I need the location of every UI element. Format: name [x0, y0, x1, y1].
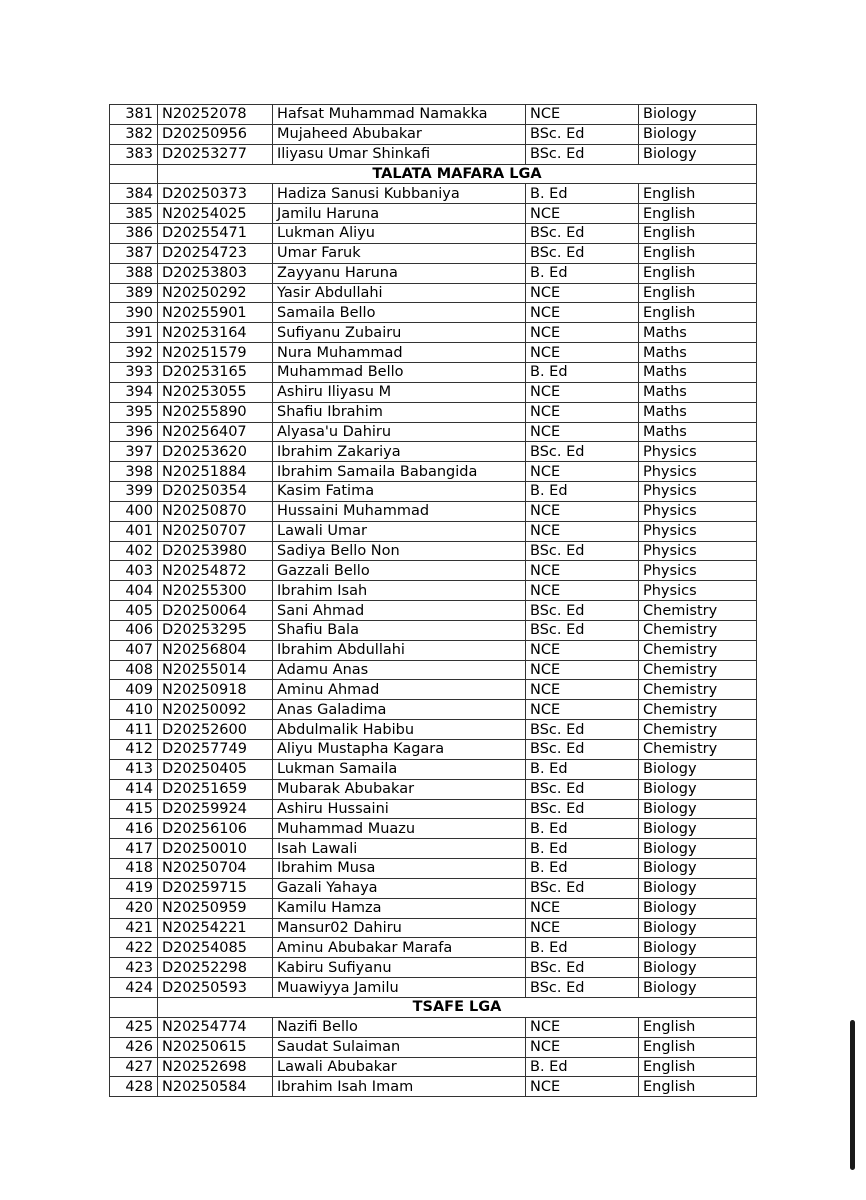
- table-row: [110, 978, 757, 998]
- qualification-cell: BSc. Ed: [526, 144, 639, 164]
- serial-number-cell: 422: [110, 938, 158, 958]
- qualification-cell: NCE: [526, 1077, 639, 1097]
- serial-number-cell: 384: [110, 184, 158, 204]
- subject-cell: English: [639, 1077, 757, 1097]
- registration-number-cell: N20250704: [158, 859, 273, 879]
- qualification-cell: BSc. Ed: [526, 978, 639, 998]
- applicant-name-cell: Sufiyanu Zubairu: [273, 323, 526, 343]
- table-row: [110, 660, 757, 680]
- applicant-name-cell: Abdulmalik Habibu: [273, 720, 526, 740]
- serial-number-cell: 391: [110, 323, 158, 343]
- applicant-name-cell: Zayyanu Haruna: [273, 263, 526, 283]
- registration-number-cell: D20250064: [158, 601, 273, 621]
- subject-cell: Biology: [639, 799, 757, 819]
- table-row: [110, 144, 757, 164]
- serial-number-cell: 416: [110, 819, 158, 839]
- qualification-cell: NCE: [526, 462, 639, 482]
- serial-number-cell: 412: [110, 740, 158, 760]
- applicant-name-cell: Mansur02 Dahiru: [273, 918, 526, 938]
- registration-number-cell: D20259924: [158, 799, 273, 819]
- serial-number-cell: 403: [110, 561, 158, 581]
- serial-number-cell: 385: [110, 204, 158, 224]
- applicant-name-cell: Kabiru Sufiyanu: [273, 958, 526, 978]
- registration-number-cell: N20250959: [158, 898, 273, 918]
- registration-number-cell: D20250010: [158, 839, 273, 859]
- registration-number-cell: N20256804: [158, 640, 273, 660]
- subject-cell: Maths: [639, 343, 757, 363]
- applicant-name-cell: Lawali Abubakar: [273, 1057, 526, 1077]
- serial-number-cell: 407: [110, 640, 158, 660]
- table-row: [110, 620, 757, 640]
- qualification-cell: NCE: [526, 581, 639, 601]
- table-row: [110, 878, 757, 898]
- registration-number-cell: N20254025: [158, 204, 273, 224]
- registration-number-cell: D20253295: [158, 620, 273, 640]
- subject-cell: Biology: [639, 878, 757, 898]
- qualification-cell: B. Ed: [526, 184, 639, 204]
- applicant-name-cell: Anas Galadima: [273, 700, 526, 720]
- table-row: [110, 303, 757, 323]
- applicant-name-cell: Alyasa'u Dahiru: [273, 422, 526, 442]
- serial-number-cell: 408: [110, 660, 158, 680]
- subject-cell: Maths: [639, 382, 757, 402]
- subject-cell: Physics: [639, 581, 757, 601]
- registration-number-cell: D20256106: [158, 819, 273, 839]
- subject-cell: English: [639, 1057, 757, 1077]
- applicant-name-cell: Kasim Fatima: [273, 482, 526, 502]
- registration-number-cell: D20250405: [158, 759, 273, 779]
- table-row: [110, 402, 757, 422]
- table-row: [110, 759, 757, 779]
- qualification-cell: BSc. Ed: [526, 224, 639, 244]
- serial-number-cell: 418: [110, 859, 158, 879]
- qualification-cell: NCE: [526, 323, 639, 343]
- registration-number-cell: N20255901: [158, 303, 273, 323]
- table-row: [110, 799, 757, 819]
- subject-cell: Physics: [639, 521, 757, 541]
- table-row: [110, 343, 757, 363]
- serial-number-cell: 426: [110, 1037, 158, 1057]
- qualification-cell: NCE: [526, 660, 639, 680]
- table-row: [110, 918, 757, 938]
- subject-cell: Maths: [639, 362, 757, 382]
- subject-cell: Biology: [639, 124, 757, 144]
- table-row: [110, 283, 757, 303]
- table-row: [110, 224, 757, 244]
- subject-cell: Biology: [639, 918, 757, 938]
- table-row: [110, 243, 757, 263]
- registration-number-cell: D20257749: [158, 740, 273, 760]
- serial-number-cell: 388: [110, 263, 158, 283]
- serial-number-cell: 409: [110, 680, 158, 700]
- applicant-name-cell: Samaila Bello: [273, 303, 526, 323]
- applicant-name-cell: Aliyu Mustapha Kagara: [273, 740, 526, 760]
- applicant-name-cell: Shafiu Ibrahim: [273, 402, 526, 422]
- applicant-name-cell: Lukman Aliyu: [273, 224, 526, 244]
- applicant-name-cell: Ibrahim Musa: [273, 859, 526, 879]
- table-row: [110, 720, 757, 740]
- applicant-name-cell: Saudat Sulaiman: [273, 1037, 526, 1057]
- applicant-name-cell: Sani Ahmad: [273, 601, 526, 621]
- section-header-spacer: [110, 164, 158, 184]
- qualification-cell: B. Ed: [526, 362, 639, 382]
- registration-number-cell: D20250956: [158, 124, 273, 144]
- qualification-cell: BSc. Ed: [526, 442, 639, 462]
- registration-number-cell: N20253164: [158, 323, 273, 343]
- serial-number-cell: 381: [110, 105, 158, 125]
- qualification-cell: NCE: [526, 501, 639, 521]
- registration-number-cell: N20251884: [158, 462, 273, 482]
- section-header-row: [110, 997, 757, 1017]
- registration-number-cell: D20253980: [158, 541, 273, 561]
- applicant-name-cell: Aminu Abubakar Marafa: [273, 938, 526, 958]
- applicant-name-cell: Ibrahim Abdullahi: [273, 640, 526, 660]
- registration-number-cell: N20250292: [158, 283, 273, 303]
- qualification-cell: NCE: [526, 303, 639, 323]
- subject-cell: Chemistry: [639, 640, 757, 660]
- table-row: [110, 204, 757, 224]
- qualification-cell: B. Ed: [526, 938, 639, 958]
- qualification-cell: BSc. Ed: [526, 878, 639, 898]
- serial-number-cell: 398: [110, 462, 158, 482]
- qualification-cell: NCE: [526, 382, 639, 402]
- applicant-name-cell: Jamilu Haruna: [273, 204, 526, 224]
- serial-number-cell: 401: [110, 521, 158, 541]
- registration-number-cell: D20253620: [158, 442, 273, 462]
- applicant-name-cell: Ibrahim Isah Imam: [273, 1077, 526, 1097]
- applicant-name-cell: Gazali Yahaya: [273, 878, 526, 898]
- table-row: [110, 779, 757, 799]
- registration-number-cell: D20255471: [158, 224, 273, 244]
- qualification-cell: NCE: [526, 680, 639, 700]
- registration-number-cell: N20250092: [158, 700, 273, 720]
- registration-number-cell: D20253277: [158, 144, 273, 164]
- subject-cell: Chemistry: [639, 700, 757, 720]
- table-row: [110, 640, 757, 660]
- subject-cell: Physics: [639, 482, 757, 502]
- subject-cell: Biology: [639, 839, 757, 859]
- table-row: [110, 1037, 757, 1057]
- table-row: [110, 382, 757, 402]
- serial-number-cell: 399: [110, 482, 158, 502]
- qualification-cell: NCE: [526, 343, 639, 363]
- registration-number-cell: N20250707: [158, 521, 273, 541]
- registration-number-cell: N20250918: [158, 680, 273, 700]
- subject-cell: English: [639, 1037, 757, 1057]
- serial-number-cell: 402: [110, 541, 158, 561]
- registration-number-cell: N20253055: [158, 382, 273, 402]
- serial-number-cell: 424: [110, 978, 158, 998]
- registration-number-cell: N20255014: [158, 660, 273, 680]
- applicant-name-cell: Hadiza Sanusi Kubbaniya: [273, 184, 526, 204]
- subject-cell: Biology: [639, 759, 757, 779]
- subject-cell: Chemistry: [639, 620, 757, 640]
- applicant-name-cell: Muawiyya Jamilu: [273, 978, 526, 998]
- registration-number-cell: D20254723: [158, 243, 273, 263]
- qualification-cell: BSc. Ed: [526, 720, 639, 740]
- applicant-name-cell: Gazzali Bello: [273, 561, 526, 581]
- serial-number-cell: 397: [110, 442, 158, 462]
- applicant-name-cell: Ibrahim Samaila Babangida: [273, 462, 526, 482]
- table-row: [110, 839, 757, 859]
- subject-cell: Chemistry: [639, 740, 757, 760]
- serial-number-cell: 390: [110, 303, 158, 323]
- subject-cell: Chemistry: [639, 601, 757, 621]
- subject-cell: English: [639, 224, 757, 244]
- qualification-cell: BSc. Ed: [526, 243, 639, 263]
- serial-number-cell: 389: [110, 283, 158, 303]
- table-row: [110, 422, 757, 442]
- registration-number-cell: N20251579: [158, 343, 273, 363]
- serial-number-cell: 411: [110, 720, 158, 740]
- registration-number-cell: N20256407: [158, 422, 273, 442]
- qualification-cell: NCE: [526, 1037, 639, 1057]
- table-row: [110, 263, 757, 283]
- recruitment-list-table: [109, 104, 757, 1097]
- qualification-cell: BSc. Ed: [526, 620, 639, 640]
- applicant-name-cell: Iliyasu Umar Shinkafi: [273, 144, 526, 164]
- qualification-cell: NCE: [526, 640, 639, 660]
- qualification-cell: NCE: [526, 204, 639, 224]
- section-header: TSAFE LGA: [158, 997, 757, 1017]
- serial-number-cell: 382: [110, 124, 158, 144]
- applicant-name-cell: Ashiru Iliyasu M: [273, 382, 526, 402]
- table-row: [110, 700, 757, 720]
- subject-cell: Chemistry: [639, 680, 757, 700]
- subject-cell: Physics: [639, 501, 757, 521]
- table-row: [110, 541, 757, 561]
- applicant-name-cell: Muhammad Bello: [273, 362, 526, 382]
- subject-cell: Biology: [639, 819, 757, 839]
- subject-cell: Chemistry: [639, 720, 757, 740]
- qualification-cell: B. Ed: [526, 859, 639, 879]
- serial-number-cell: 413: [110, 759, 158, 779]
- subject-cell: Maths: [639, 422, 757, 442]
- subject-cell: Biology: [639, 938, 757, 958]
- applicant-name-cell: Sadiya Bello Non: [273, 541, 526, 561]
- registration-number-cell: N20254221: [158, 918, 273, 938]
- scrollbar[interactable]: [850, 1020, 855, 1170]
- qualification-cell: NCE: [526, 918, 639, 938]
- subject-cell: Biology: [639, 144, 757, 164]
- table-row: [110, 521, 757, 541]
- qualification-cell: NCE: [526, 561, 639, 581]
- table-row: [110, 601, 757, 621]
- section-header-spacer: [110, 997, 158, 1017]
- qualification-cell: BSc. Ed: [526, 779, 639, 799]
- table-row: [110, 680, 757, 700]
- serial-number-cell: 394: [110, 382, 158, 402]
- serial-number-cell: 423: [110, 958, 158, 978]
- serial-number-cell: 396: [110, 422, 158, 442]
- subject-cell: Physics: [639, 462, 757, 482]
- applicant-name-cell: Hafsat Muhammad Namakka: [273, 105, 526, 125]
- registration-number-cell: N20254774: [158, 1017, 273, 1037]
- table-row: [110, 819, 757, 839]
- table-body: [110, 105, 757, 1097]
- serial-number-cell: 425: [110, 1017, 158, 1037]
- serial-number-cell: 405: [110, 601, 158, 621]
- subject-cell: English: [639, 263, 757, 283]
- table-row: [110, 184, 757, 204]
- serial-number-cell: 383: [110, 144, 158, 164]
- subject-cell: Physics: [639, 561, 757, 581]
- applicant-name-cell: Aminu Ahmad: [273, 680, 526, 700]
- table-row: [110, 898, 757, 918]
- qualification-cell: NCE: [526, 283, 639, 303]
- subject-cell: Biology: [639, 978, 757, 998]
- applicant-name-cell: Lawali Umar: [273, 521, 526, 541]
- subject-cell: English: [639, 283, 757, 303]
- registration-number-cell: N20252078: [158, 105, 273, 125]
- applicant-name-cell: Umar Faruk: [273, 243, 526, 263]
- applicant-name-cell: Ashiru Hussaini: [273, 799, 526, 819]
- registration-number-cell: N20254872: [158, 561, 273, 581]
- qualification-cell: B. Ed: [526, 482, 639, 502]
- subject-cell: Maths: [639, 402, 757, 422]
- table-row: [110, 482, 757, 502]
- applicant-name-cell: Muhammad Muazu: [273, 819, 526, 839]
- serial-number-cell: 415: [110, 799, 158, 819]
- section-header: TALATA MAFARA LGA: [158, 164, 757, 184]
- applicant-name-cell: Adamu Anas: [273, 660, 526, 680]
- serial-number-cell: 392: [110, 343, 158, 363]
- applicant-name-cell: Mubarak Abubakar: [273, 779, 526, 799]
- serial-number-cell: 428: [110, 1077, 158, 1097]
- subject-cell: Chemistry: [639, 660, 757, 680]
- applicant-name-cell: Kamilu Hamza: [273, 898, 526, 918]
- applicant-name-cell: Nazifi Bello: [273, 1017, 526, 1037]
- serial-number-cell: 406: [110, 620, 158, 640]
- registration-number-cell: D20254085: [158, 938, 273, 958]
- qualification-cell: B. Ed: [526, 263, 639, 283]
- applicant-name-cell: Ibrahim Zakariya: [273, 442, 526, 462]
- subject-cell: Biology: [639, 958, 757, 978]
- qualification-cell: BSc. Ed: [526, 541, 639, 561]
- applicant-name-cell: Shafiu Bala: [273, 620, 526, 640]
- registration-number-cell: D20250373: [158, 184, 273, 204]
- subject-cell: English: [639, 303, 757, 323]
- table-row: [110, 501, 757, 521]
- registration-number-cell: N20255890: [158, 402, 273, 422]
- subject-cell: English: [639, 1017, 757, 1037]
- table-row: [110, 581, 757, 601]
- subject-cell: Physics: [639, 442, 757, 462]
- qualification-cell: BSc. Ed: [526, 799, 639, 819]
- subject-cell: English: [639, 243, 757, 263]
- serial-number-cell: 404: [110, 581, 158, 601]
- qualification-cell: NCE: [526, 898, 639, 918]
- registration-number-cell: D20252298: [158, 958, 273, 978]
- registration-number-cell: D20251659: [158, 779, 273, 799]
- registration-number-cell: N20255300: [158, 581, 273, 601]
- registration-number-cell: D20253803: [158, 263, 273, 283]
- applicant-name-cell: Mujaheed Abubakar: [273, 124, 526, 144]
- qualification-cell: NCE: [526, 700, 639, 720]
- serial-number-cell: 387: [110, 243, 158, 263]
- table-row: [110, 124, 757, 144]
- section-header-row: [110, 164, 757, 184]
- table-row: [110, 938, 757, 958]
- serial-number-cell: 395: [110, 402, 158, 422]
- qualification-cell: B. Ed: [526, 759, 639, 779]
- qualification-cell: NCE: [526, 105, 639, 125]
- qualification-cell: BSc. Ed: [526, 740, 639, 760]
- subject-cell: Physics: [639, 541, 757, 561]
- table-row: [110, 362, 757, 382]
- registration-number-cell: D20250354: [158, 482, 273, 502]
- registration-number-cell: D20253165: [158, 362, 273, 382]
- applicant-name-cell: Isah Lawali: [273, 839, 526, 859]
- subject-cell: Biology: [639, 859, 757, 879]
- qualification-cell: NCE: [526, 521, 639, 541]
- table-row: [110, 1057, 757, 1077]
- qualification-cell: NCE: [526, 402, 639, 422]
- registration-number-cell: N20250615: [158, 1037, 273, 1057]
- qualification-cell: B. Ed: [526, 839, 639, 859]
- registration-number-cell: N20250584: [158, 1077, 273, 1097]
- serial-number-cell: 421: [110, 918, 158, 938]
- serial-number-cell: 427: [110, 1057, 158, 1077]
- applicant-name-cell: Nura Muhammad: [273, 343, 526, 363]
- subject-cell: Maths: [639, 323, 757, 343]
- table-row: [110, 1077, 757, 1097]
- subject-cell: Biology: [639, 898, 757, 918]
- registration-number-cell: N20252698: [158, 1057, 273, 1077]
- qualification-cell: BSc. Ed: [526, 601, 639, 621]
- qualification-cell: B. Ed: [526, 819, 639, 839]
- serial-number-cell: 386: [110, 224, 158, 244]
- serial-number-cell: 393: [110, 362, 158, 382]
- table-row: [110, 1017, 757, 1037]
- table-row: [110, 740, 757, 760]
- subject-cell: English: [639, 184, 757, 204]
- table-row: [110, 323, 757, 343]
- qualification-cell: NCE: [526, 1017, 639, 1037]
- subject-cell: Biology: [639, 105, 757, 125]
- applicant-name-cell: Ibrahim Isah: [273, 581, 526, 601]
- serial-number-cell: 410: [110, 700, 158, 720]
- qualification-cell: BSc. Ed: [526, 958, 639, 978]
- applicant-name-cell: Hussaini Muhammad: [273, 501, 526, 521]
- serial-number-cell: 419: [110, 878, 158, 898]
- registration-number-cell: D20250593: [158, 978, 273, 998]
- table-row: [110, 859, 757, 879]
- registration-number-cell: D20252600: [158, 720, 273, 740]
- table-row: [110, 958, 757, 978]
- applicant-name-cell: Lukman Samaila: [273, 759, 526, 779]
- qualification-cell: NCE: [526, 422, 639, 442]
- qualification-cell: BSc. Ed: [526, 124, 639, 144]
- serial-number-cell: 420: [110, 898, 158, 918]
- applicant-name-cell: Yasir Abdullahi: [273, 283, 526, 303]
- qualification-cell: B. Ed: [526, 1057, 639, 1077]
- table-row: [110, 462, 757, 482]
- serial-number-cell: 414: [110, 779, 158, 799]
- registration-number-cell: N20250870: [158, 501, 273, 521]
- registration-number-cell: D20259715: [158, 878, 273, 898]
- serial-number-cell: 417: [110, 839, 158, 859]
- subject-cell: Biology: [639, 779, 757, 799]
- serial-number-cell: 400: [110, 501, 158, 521]
- table-row: [110, 442, 757, 462]
- table-row: [110, 105, 757, 125]
- subject-cell: English: [639, 204, 757, 224]
- table-row: [110, 561, 757, 581]
